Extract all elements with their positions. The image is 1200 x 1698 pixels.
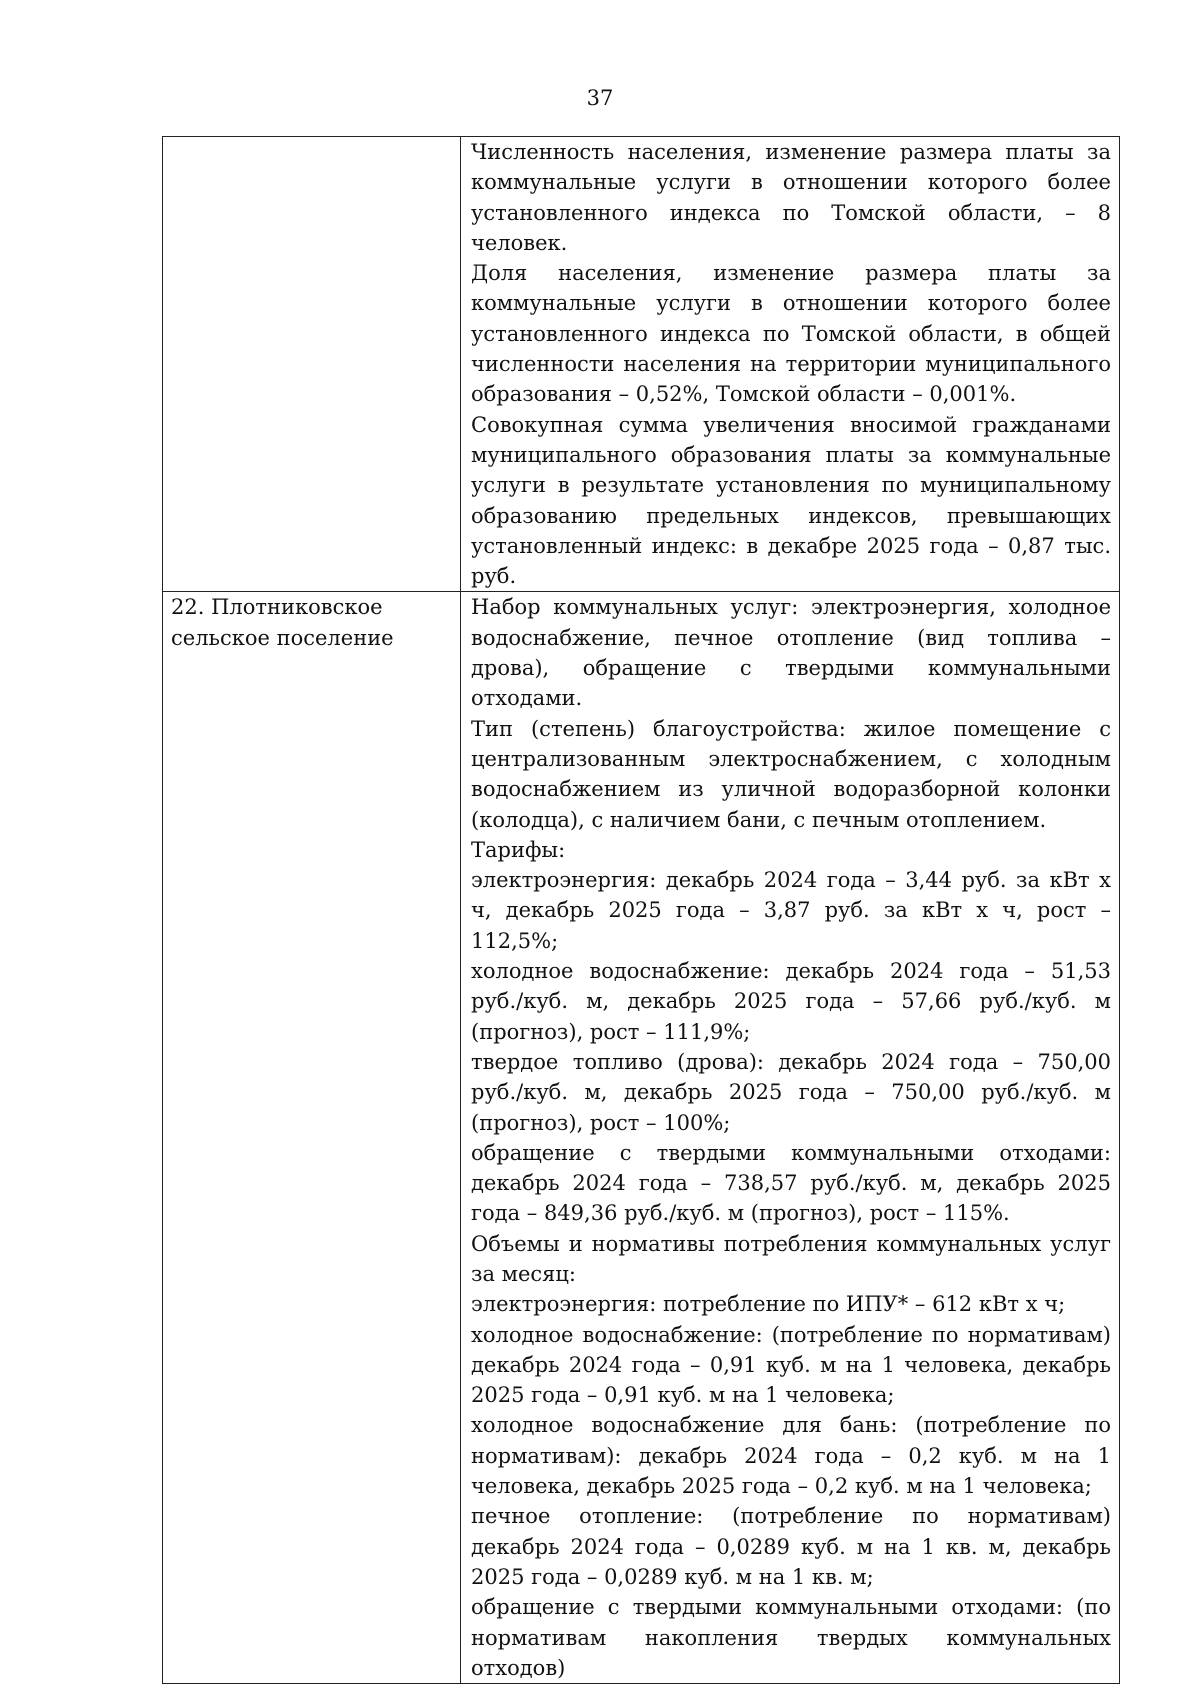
municipality-cell [163, 137, 461, 592]
document-table [162, 136, 1120, 1684]
table-row [163, 137, 1120, 592]
paragraph: холодное водоснабжение: декабрь 2024 года – 51,53 руб./куб. м, декабрь 2025 года – 57,66 руб./куб. м (прогноз), рост – 111,9%; [471, 959, 1111, 1044]
page-number: 37 [586, 86, 614, 110]
paragraph: твердое топливо (дрова): декабрь 2024 года – 750,00 руб./куб. м, декабрь 2025 года – 750,00 руб./куб. м (прогноз), рост – 100%; [471, 1049, 1111, 1135]
table-row [163, 592, 1120, 1684]
paragraph: электроэнергия: потребление по ИПУ* – 612 кВт х ч; [471, 1292, 1066, 1317]
paragraph: обращение с твердыми коммунальными отходами: (по нормативам накопления твердых коммунальных отходов) [471, 1595, 1111, 1680]
paragraph: обращение с твердыми коммунальными отходами: декабрь 2024 года – 738,57 руб./куб. м, декабрь 2025 года – 849,36 руб./куб. м (прогноз), рост – 115%. [471, 1140, 1111, 1226]
municipality-cell [163, 592, 461, 1684]
paragraph: Численность населения, изменение размера платы за коммунальные услуги в отношении которого более установленного индекса по Томской области, – 8 человек. [471, 140, 1111, 255]
paragraph: Тарифы: [471, 837, 566, 862]
paragraph: Тип (степень) благоустройства: жилое помещение с централизованным электроснабжением, с холодным водоснабжением из уличной водоразборной колонки (колодца), с наличием бани, с печным отоплением. [471, 716, 1111, 832]
paragraph: Объемы и нормативы потребления коммунальных услуг за месяц: [471, 1231, 1111, 1286]
paragraph: электроэнергия: декабрь 2024 года – 3,44 руб. за кВт х ч, декабрь 2025 года – 3,87 руб. за кВт х ч, рост – 112,5%; [471, 868, 1111, 953]
municipality-name: 22. Плотниковское сельское поселение [171, 595, 394, 650]
paragraph: холодное водоснабжение для бань: (потребление по нормативам): декабрь 2024 года – 0,2 куб. м на 1 человека, декабрь 2025 года – 0,2 куб. м на 1 человека; [471, 1413, 1111, 1499]
paragraph: Совокупная сумма увеличения вносимой гражданами муниципального образования платы за коммунальные услуги в результате установления по муниципальному образованию предельных индексов, превышающих установленный индекс: в декабре 2025 года – 0,87 тыс. руб. [471, 412, 1111, 589]
paragraph: Доля населения, изменение размера платы за коммунальные услуги в отношении которого более установленного индекса по Томской области, в общей численности населения на территории муниципального образования – 0,52%, Томской области – 0,001%. [471, 261, 1111, 407]
paragraph: Набор коммунальных услуг: электроэнергия, холодное водоснабжение, печное отопление (вид топлива – дрова), обращение с твердыми коммунальными отходами. [471, 595, 1111, 711]
description-cell [461, 137, 1120, 592]
description-cell [461, 592, 1120, 1684]
paragraph: печное отопление: (потребление по нормативам) декабрь 2024 года – 0,0289 куб. м на 1 кв. м, декабрь 2025 года – 0,0289 куб. м на 1 кв. м; [471, 1504, 1111, 1589]
paragraph: холодное водоснабжение: (потребление по нормативам) декабрь 2024 года – 0,91 куб. м на 1 человека, декабрь 2025 года – 0,91 куб. м на 1 человека; [471, 1322, 1111, 1408]
